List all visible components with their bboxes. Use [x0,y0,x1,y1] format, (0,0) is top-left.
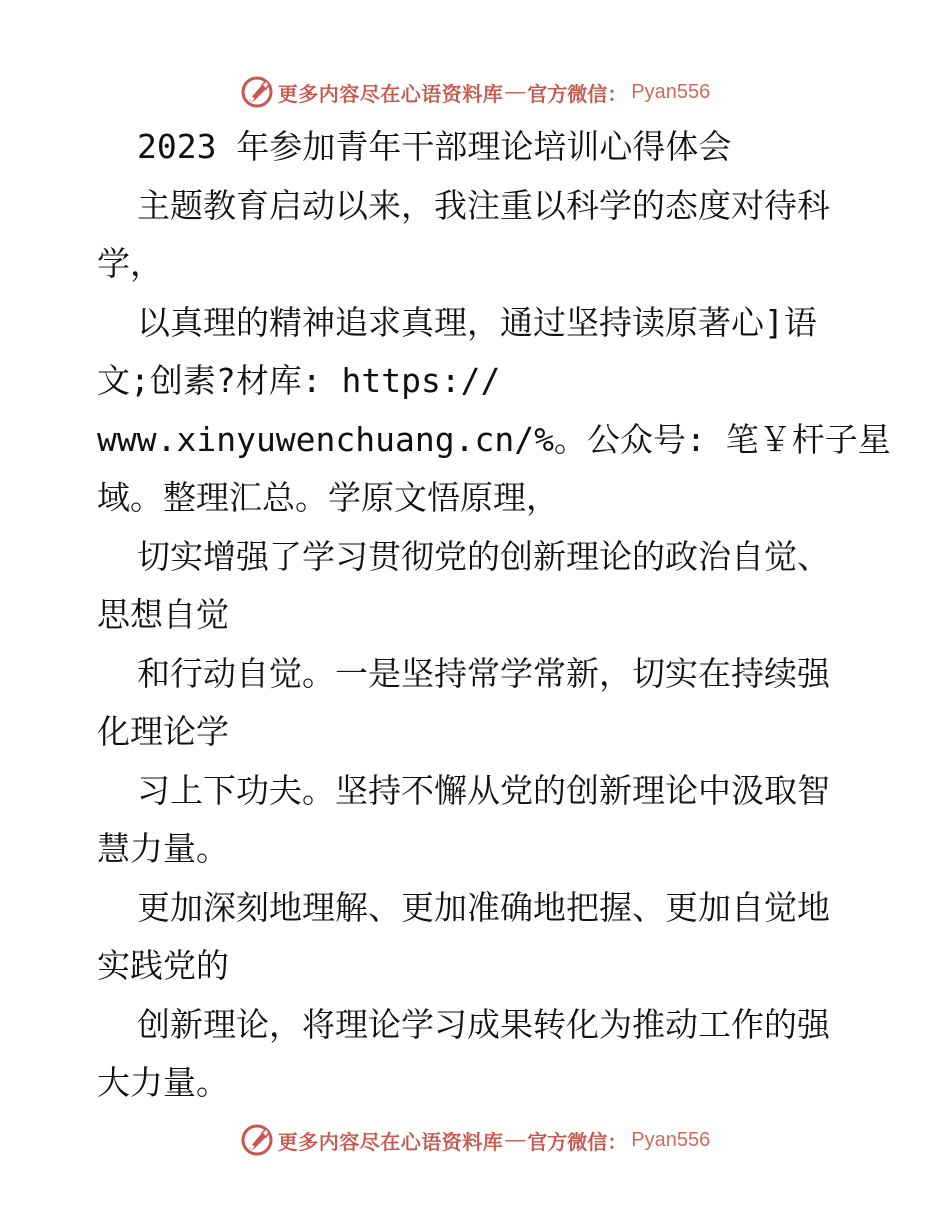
text-line: 习上下功夫。坚持不懈从党的创新理论中汲取智 [137,770,830,810]
text-line: 学， [97,244,163,283]
document-body [97,118,891,1113]
footer-brand-text: 更多内容尽在心语资料库 [277,1129,504,1154]
text-line: 和行动自觉。一是坚持常学常新，切实在持续强 [137,653,830,693]
text-line: 慧力量。 [97,829,229,868]
footer-wechat-label: 官方微信： [527,1129,628,1154]
text-line: 大力量。 [97,1063,229,1102]
text-line: 文;创素?材库: https:// [97,361,501,400]
text-line: 切实增强了学习贯彻党的创新理论的政治自觉、 [137,536,830,576]
header-separator: — [505,80,526,103]
pen-logo-icon [240,1123,274,1157]
text-line: 主题教育启动以来，我注重以科学的态度对待科 [137,185,830,225]
text-line: 化理论学 [97,712,229,751]
document-title: 2023 年参加青年干部理论培训心得体会 [137,127,732,166]
pen-logo-icon [240,75,274,109]
footer-separator: — [505,1128,526,1151]
header-brand-text: 更多内容尽在心语资料库 [277,81,504,106]
header-wechat-label: 官方微信： [527,81,628,106]
text-line: 思想自觉 [97,595,229,634]
text-line: 实践党的 [97,946,229,985]
footer-wechat-id: Pyan556 [631,1128,711,1151]
header-banner [0,72,950,112]
text-line: 域。整理汇总。学原文悟原理， [97,478,559,517]
text-line: 以真理的精神追求真理，通过坚持读原著心]语 [137,302,817,342]
text-line: 更加深刻地理解、更加准确地把握、更加自觉地 [137,887,830,927]
text-line: www.xinyuwenchuang.cn/%。公众号: 笔￥杆子星 [97,419,891,459]
footer-banner [0,1120,950,1160]
header-wechat-id: Pyan556 [631,80,711,103]
text-line: 创新理论，将理论学习成果转化为推动工作的强 [137,1004,830,1044]
